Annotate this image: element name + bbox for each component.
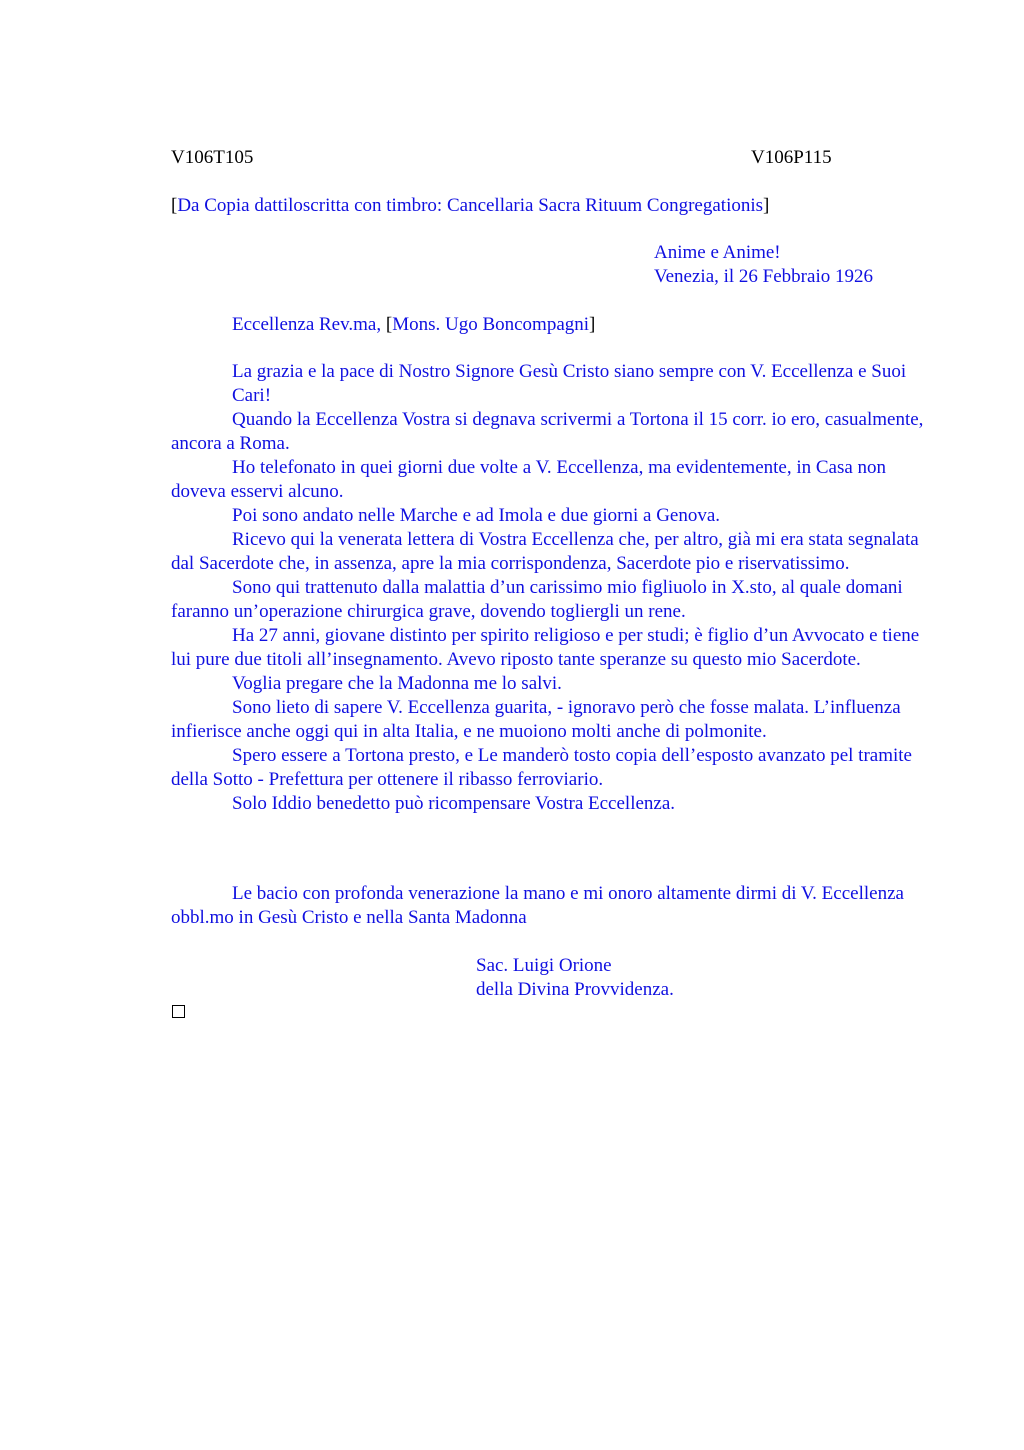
body-paragraph: Solo Iddio benedetto può ricompensare Vostra Eccellenza. (232, 793, 676, 814)
place-date: Venezia, il 26 Febbraio 1926 (654, 266, 873, 287)
recipient-name: Mons. Ugo Boncompagni (392, 314, 590, 335)
source-note (171, 194, 769, 218)
signature-title: della Divina Provvidenza. (476, 979, 674, 1000)
end-marker-square-icon (172, 1005, 185, 1018)
body-paragraph: Poi sono andato nelle Marche e ad Imola e due giorni a Genova. (232, 505, 721, 526)
body-paragraph: Ha 27 anni, giovane distinto per spirito religioso e per studi; è figlio d’un Avvocato e tiene lui pure due titoli all’insegnamento. Avevo riposto tante speranze su questo mio Sacerdote. (171, 625, 920, 670)
signature (476, 954, 674, 1002)
reference-code-left: V106T105 (171, 147, 254, 168)
salutation-text: Eccellenza Rev.ma, (232, 314, 386, 335)
body-paragraph: Sono qui trattenuto dalla malattia d’un carissimo mio figliuolo in X.sto, al quale domani faranno un’operazione chirurgica grave, dovendo togliergli un rene. (171, 577, 903, 622)
letter-body (171, 360, 931, 816)
body-paragraph: La grazia e la pace di Nostro Signore Gesù Cristo siano sempre con V. Eccellenza e Suoi Cari! (232, 361, 907, 406)
reference-code-right: V106P115 (751, 147, 832, 168)
closing-paragraph: Le bacio con profonda venerazione la mano e mi onoro altamente dirmi di V. Eccellenza obbl.mo in Gesù Cristo e nella Santa Madonna (171, 883, 904, 928)
body-paragraph: Ricevo qui la venerata lettera di Vostra Eccellenza che, per altro, già mi era stata segnalata dal Sacerdote che, in assenza, apre la mia corrispondenza, Sacerdote pio e riservatissimo. (171, 529, 919, 574)
body-paragraph: Sono lieto di sapere V. Eccellenza guarita, - ignoravo però che fosse malata. L’influenza infierisce anche oggi qui in alta Italia, e ne muoiono molti anche di polmonite. (171, 697, 901, 742)
source-text: Da Copia dattiloscritta con timbro: Cancellaria Sacra Rituum Congregationis (177, 195, 764, 216)
source-close-bracket: ] (763, 195, 770, 216)
salutation (232, 313, 595, 337)
motto-and-date (654, 241, 873, 289)
recipient-open-bracket: [ (385, 314, 393, 335)
signature-name: Sac. Luigi Orione (476, 955, 612, 976)
body-paragraph: Ho telefonato in quei giorni due volte a V. Eccellenza, ma evidentemente, in Casa non doveva esservi alcuno. (171, 457, 887, 502)
body-paragraph: Spero essere a Tortona presto, e Le manderò tosto copia dell’esposto avanzato pel tramite della Sotto - Prefettura per ottenere il ribasso ferroviario. (171, 745, 912, 790)
source-open-bracket: [ (171, 195, 178, 216)
motto: Anime e Anime! (654, 242, 781, 263)
recipient-close-bracket: ] (589, 314, 596, 335)
body-paragraph: Voglia pregare che la Madonna me lo salvi. (232, 673, 562, 694)
body-paragraph: Quando la Eccellenza Vostra si degnava scrivermi a Tortona il 15 corr. io ero, casualmente, ancora a Roma. (171, 409, 924, 454)
